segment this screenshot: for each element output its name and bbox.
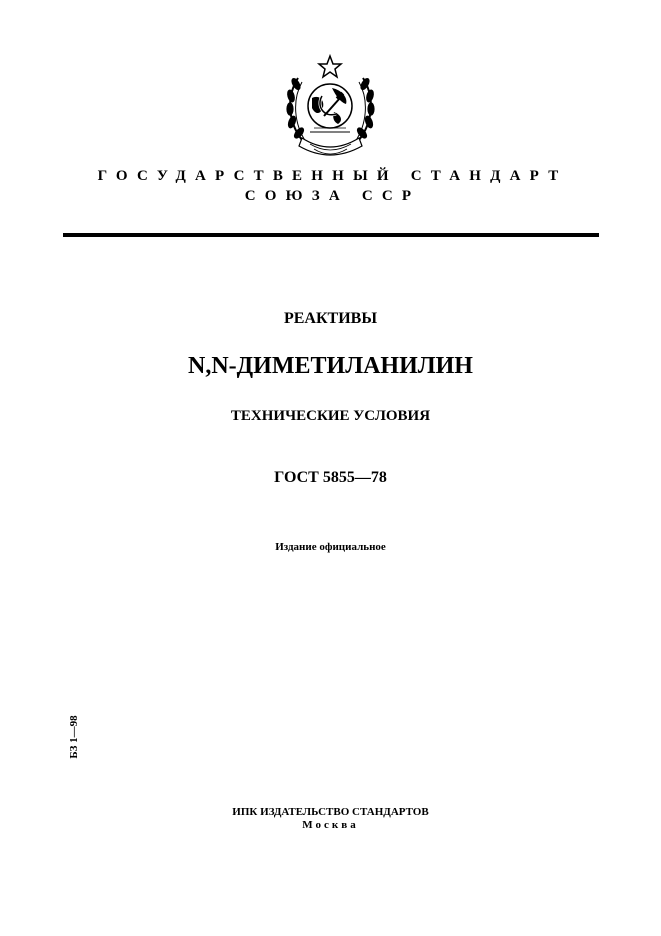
header-line-2: СОЮЗА ССР <box>244 188 421 204</box>
edition-note: Издание официальное <box>275 541 386 553</box>
header-divider <box>63 233 599 237</box>
standard-number: ГОСТ 5855—78 <box>274 469 387 486</box>
publisher-name: ИПК ИЗДАТЕЛЬСТВО СТАНДАРТОВ <box>232 806 429 818</box>
ussr-coat-of-arms-icon <box>280 52 381 162</box>
document-subtitle: ТЕХНИЧЕСКИЕ УСЛОВИЯ <box>230 408 431 424</box>
document-category: РЕАКТИВЫ <box>283 310 378 327</box>
header-line-1: ГОСУДАРСТВЕННЫЙ СТАНДАРТ <box>97 168 568 184</box>
document-title: N,N-ДИМЕТИЛАНИЛИН <box>188 353 473 379</box>
side-code: БЗ 1—98 <box>68 715 80 759</box>
publisher-city: Москва <box>302 819 359 831</box>
